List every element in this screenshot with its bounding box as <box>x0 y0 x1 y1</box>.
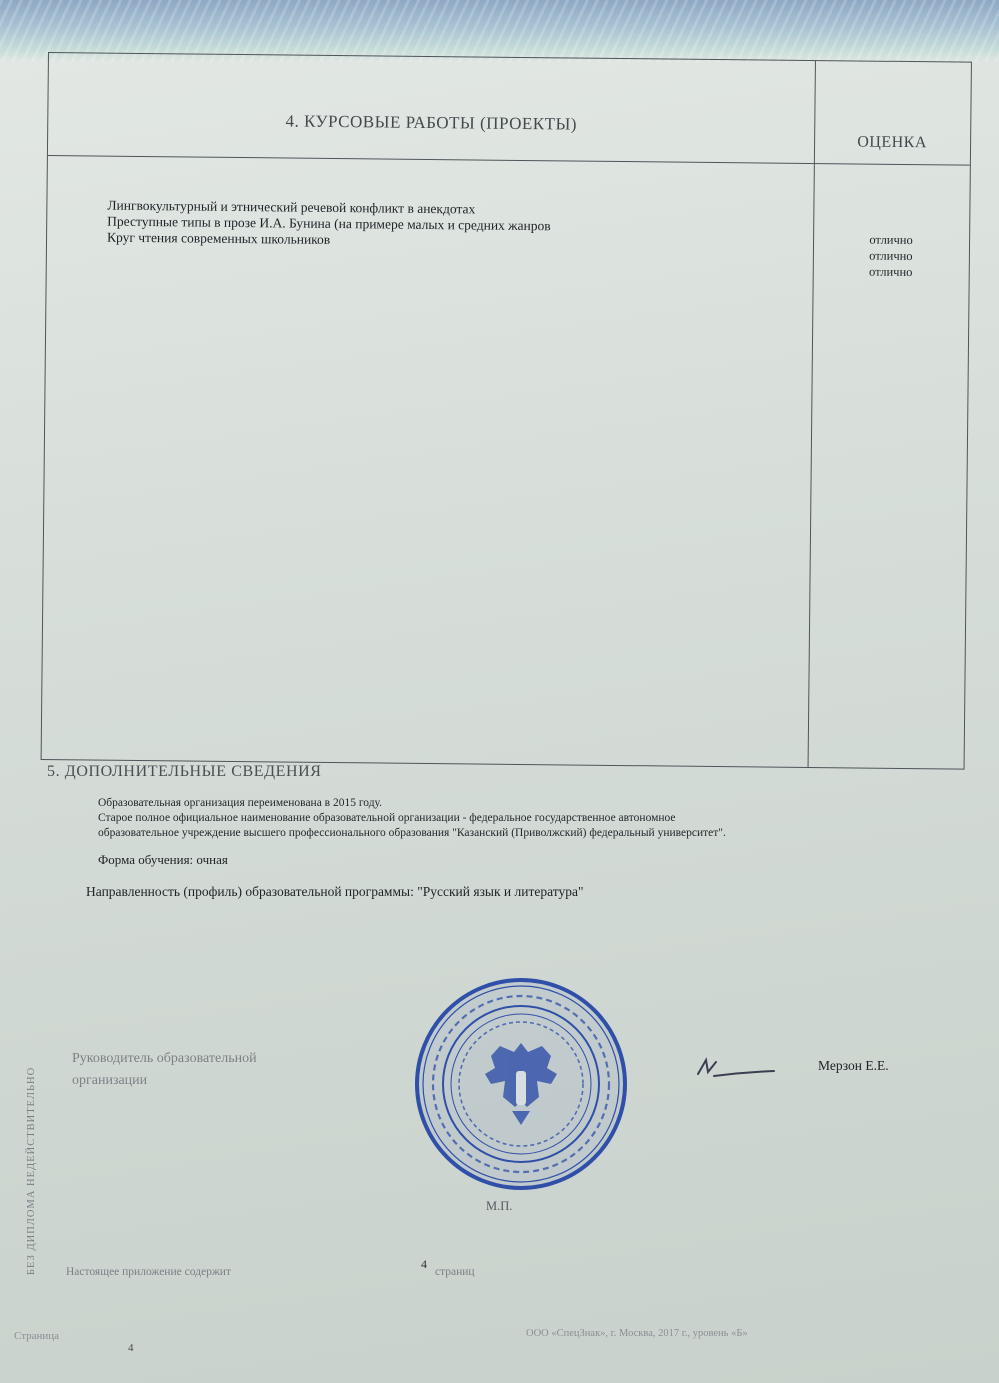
program-profile: Направленность (профиль) образовательной программы: "Русский язык и литература" <box>86 884 584 899</box>
coursework-item: Круг чтения современных школьников <box>106 229 331 247</box>
table-column-divider <box>808 61 816 767</box>
contains-pages-label: Настоящее приложение содержит <box>66 1266 231 1278</box>
signer-name: Мерзон Е.Е. <box>818 1058 889 1073</box>
seal-place-label: М.П. <box>486 1199 513 1213</box>
grade-column-header: ОЦЕНКА <box>857 133 928 152</box>
page-count-value: 4 <box>421 1257 427 1271</box>
head-of-organization-label <box>72 1048 257 1092</box>
coursework-list <box>107 198 551 251</box>
old-name-line: образовательное учреждение высшего профессионального образования "Казанский (Приволжский) федеральный университет". <box>98 827 726 839</box>
study-form: Форма обучения: очная <box>98 852 228 867</box>
rename-note: Образовательная организация переименована в 2015 году. <box>98 797 383 809</box>
official-seal-stamp <box>412 975 630 1193</box>
grade-value: отлично <box>868 264 913 280</box>
grade-list <box>813 231 969 281</box>
coursework-item: Лингвокультурный и этнический речевой конфликт в анекдотах <box>107 197 476 217</box>
grade-value: отлично <box>869 248 913 264</box>
page-number: 4 <box>128 1342 134 1354</box>
additional-info-text <box>98 796 726 841</box>
head-label-line: Руководитель образовательной <box>72 1051 257 1066</box>
old-name-line: Старое полное официальное наименование образовательной организации - федеральное государственное автономное <box>98 812 676 824</box>
coursework-table <box>41 52 972 770</box>
validity-side-note: БЕЗ ДИПЛОМА НЕДЕЙСТВИТЕЛЬНО <box>26 1066 37 1275</box>
coursework-item: Преступные типы в прозе И.А. Бунина (на примере малых и средних жанров <box>107 213 551 234</box>
pages-word: страниц <box>435 1266 475 1278</box>
head-label-line: организации <box>72 1073 148 1088</box>
table-header-divider <box>48 155 970 166</box>
grade-value: отлично <box>869 232 913 248</box>
publisher-imprint: ООО «СпецЗнак», г. Москва, 2017 г., уровень «Б» <box>526 1328 748 1339</box>
additional-info-title: 5. ДОПОЛНИТЕЛЬНЫЕ СВЕДЕНИЯ <box>47 763 322 780</box>
signature-mark <box>694 1052 778 1084</box>
page-label: Страница <box>14 1330 60 1342</box>
coursework-section-title: 4. КУРСОВЫЕ РАБОТЫ (ПРОЕКТЫ) <box>285 111 578 134</box>
